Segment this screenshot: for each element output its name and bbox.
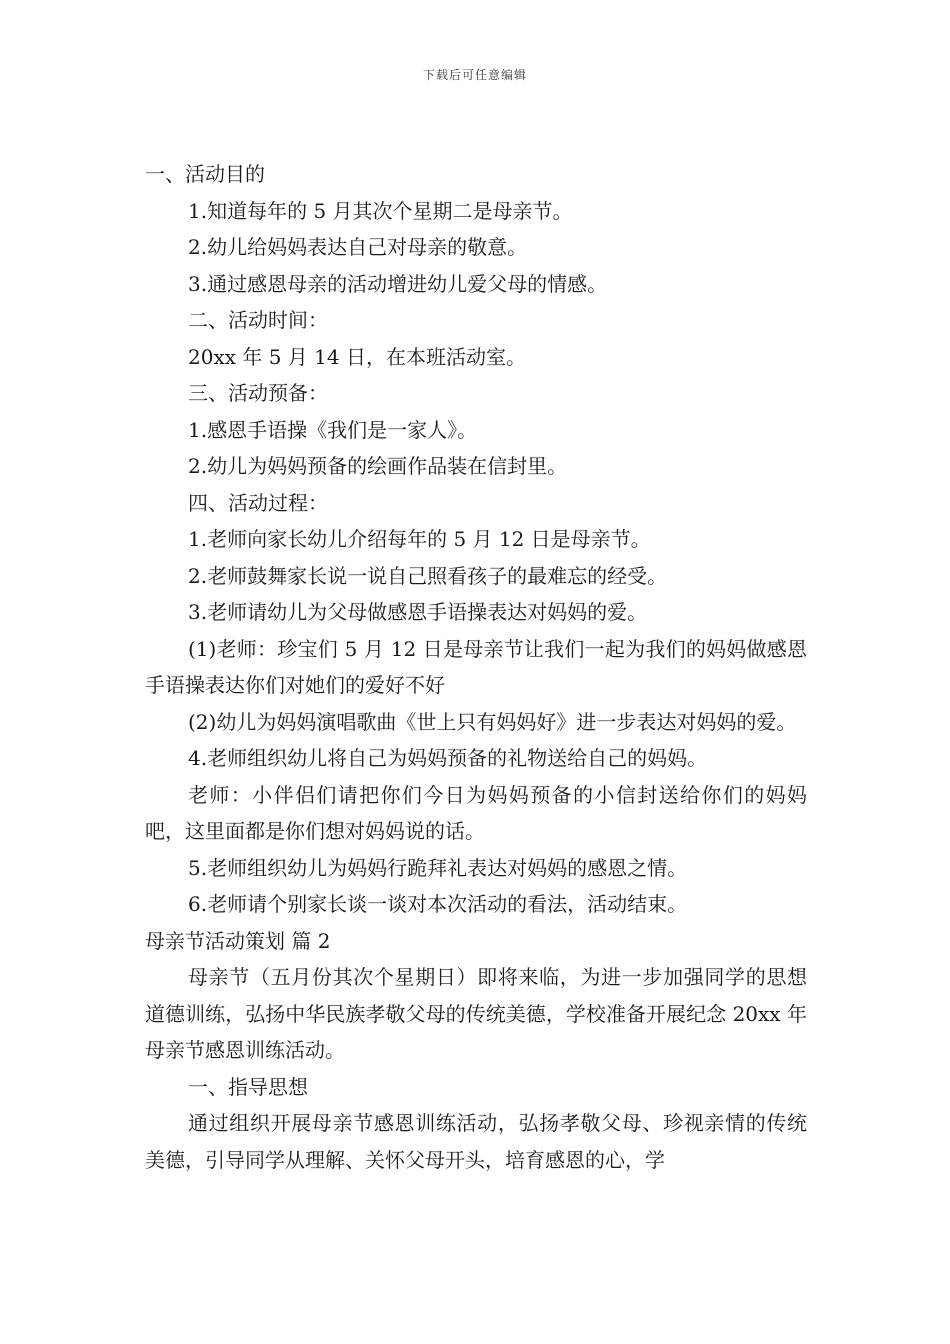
- section-heading: 一、活动目的: [145, 162, 265, 186]
- paragraph: 6.老师请个别家长谈一谈对本次活动的看法，活动结束。: [188, 892, 688, 916]
- paragraph: 通过组织开展母亲节感恩训练活动，弘扬孝敬父母、珍视亲情的传统美德，引导同学从理解、关怀父母开头，培育感恩的心，学: [145, 1111, 807, 1172]
- paragraph: 4.老师组织幼儿将自己为妈妈预备的礼物送给自己的妈妈。: [188, 746, 708, 770]
- paragraph: 3.通过感恩母亲的活动增进幼儿爱父母的情感。: [188, 271, 608, 296]
- section-heading: 四、活动过程：: [188, 490, 328, 515]
- paragraph: 3.老师请幼儿为父母做感恩手语操表达对妈妈的爱。: [188, 600, 648, 624]
- article-title: 母亲节活动策划 篇 2: [145, 928, 331, 953]
- paragraph: 母亲节（五月份其次个星期日）即将来临，为进一步加强同学的思想道德训练，弘扬中华民族孝敬父母的传统美德，学校准备开展纪念 20xx 年母亲节感恩训练活动。: [145, 965, 807, 1062]
- section-heading: 三、活动预备：: [188, 381, 328, 405]
- document-body: [145, 156, 807, 1178]
- paragraph: 2.幼儿为妈妈预备的绘画作品装在信封里。: [188, 454, 568, 478]
- paragraph: 老师：小伴侣们请把你们今日为妈妈预备的小信封送给你们的妈妈吧，这里面都是你们想对妈妈说的话。: [145, 782, 807, 843]
- paragraph: 1.感恩手语操《我们是一家人》。: [188, 417, 478, 442]
- section-heading: 二、活动时间：: [188, 308, 328, 332]
- paragraph: 2.幼儿给妈妈表达自己对母亲的敬意。: [188, 235, 528, 259]
- paragraph: (1)老师：珍宝们 5 月 12 日是母亲节让我们一起为我们的妈妈做感恩手语操表达你们对她们的爱好不好: [145, 636, 807, 697]
- page-header-note: 下载后可任意编辑: [422, 68, 527, 82]
- paragraph: 20xx 年 5 月 14 日，在本班活动室。: [188, 344, 526, 369]
- paragraph: 1.老师向家长幼儿介绍每年的 5 月 12 日是母亲节。: [188, 527, 651, 551]
- paragraph: 1.知道每年的 5 月其次个星期二是母亲节。: [188, 198, 573, 223]
- paragraph: 5.老师组织幼儿为妈妈行跪拜礼表达对妈妈的感恩之情。: [188, 855, 688, 880]
- paragraph: (2)幼儿为妈妈演唱歌曲《世上只有妈妈好》进一步表达对妈妈的爱。: [188, 709, 797, 734]
- paragraph: 2.老师鼓舞家长说一说自己照看孩子的最难忘的经受。: [188, 563, 668, 588]
- section-heading: 一、指导思想: [188, 1074, 308, 1099]
